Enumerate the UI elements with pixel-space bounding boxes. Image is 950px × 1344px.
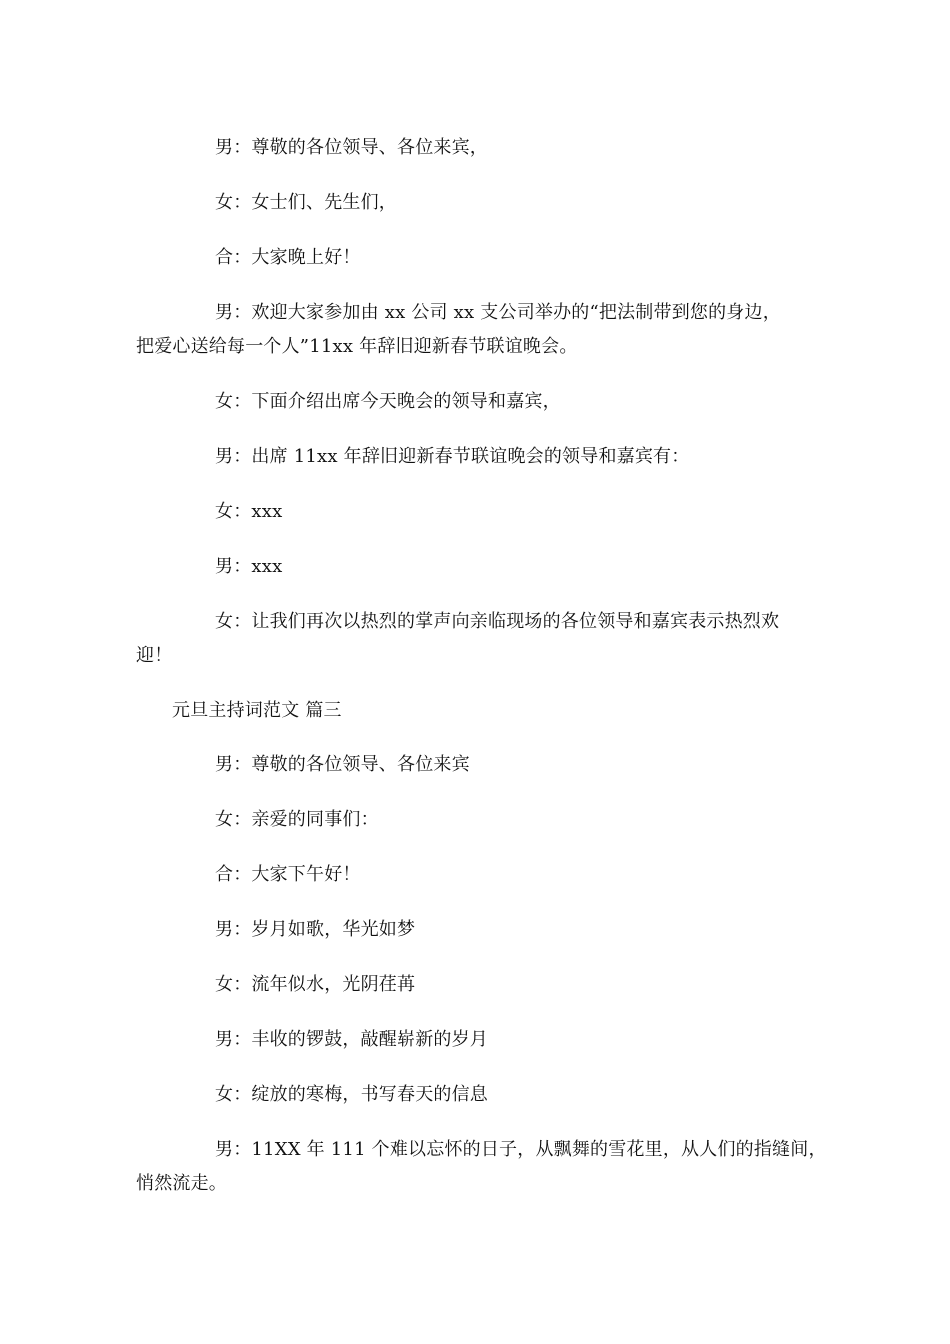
dialogue-line: 男：欢迎大家参加由 xx 公司 xx 支公司举办的“把法制带到您的身边， [215, 302, 781, 323]
dialogue-line: 男：尊敬的各位领导、各位来宾， [215, 137, 488, 158]
dialogue-line-continuation: 迎！ [136, 645, 173, 666]
section-heading: 元旦主持词范文 篇三 [172, 700, 342, 721]
dialogue-line: 男：11XX 年 111 个难以忘怀的日子，从飘舞的雪花里，从人们的指缝间， [215, 1139, 827, 1160]
dialogue-line: 女：流年似水，光阴荏苒 [215, 974, 416, 995]
dialogue-line: 男：xxx [215, 556, 283, 577]
dialogue-line: 男：岁月如歌，华光如梦 [215, 919, 416, 940]
dialogue-line: 男：出席 11xx 年辞旧迎新春节联谊晚会的领导和嘉宾有： [215, 446, 690, 467]
dialogue-line: 女：下面介绍出席今天晚会的领导和嘉宾， [215, 391, 561, 412]
dialogue-line: 女：绽放的寒梅，书写春天的信息 [215, 1084, 488, 1105]
dialogue-line: 男：尊敬的各位领导、各位来宾 [215, 754, 470, 775]
dialogue-line: 合：大家晚上好！ [215, 247, 361, 268]
dialogue-line: 男：丰收的锣鼓，敲醒崭新的岁月 [215, 1029, 488, 1050]
dialogue-line: 女：女士们、先生们， [215, 192, 397, 213]
dialogue-line: 女：让我们再次以热烈的掌声向亲临现场的各位领导和嘉宾表示热烈欢 [215, 611, 780, 632]
dialogue-line: 女：xxx [215, 501, 283, 522]
dialogue-line-continuation: 悄然流走。 [136, 1173, 227, 1194]
dialogue-line-continuation: 把爱心送给每一个人”11xx 年辞旧迎新春节联谊晚会。 [136, 336, 578, 357]
dialogue-line: 合：大家下午好！ [215, 864, 361, 885]
dialogue-line: 女：亲爱的同事们： [215, 809, 379, 830]
